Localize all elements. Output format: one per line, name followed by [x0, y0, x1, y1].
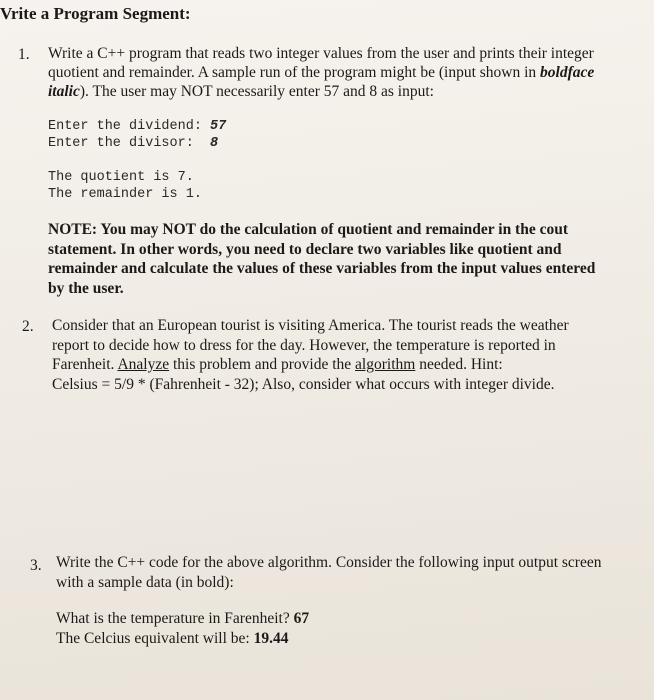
q3-line-1: Write the C++ code for the above algorithm. Consider the following input output screen [56, 554, 602, 571]
q3-sample-output-label: The Celcius equivalent will be: [56, 629, 254, 647]
q2-analyze-word: Analyze [117, 356, 170, 373]
console-input-divisor: 8 [210, 136, 219, 151]
q2-algorithm-word: algorithm [355, 356, 416, 373]
q1-line-1: Write a C++ program that reads two integer values from the user and prints their integer [48, 45, 594, 62]
page-heading: Vrite a Program Segment: [0, 4, 191, 23]
q2-line-3a: Farenheit. [52, 356, 118, 373]
q2-line-1: Consider that an European tourist is visiting America. The tourist reads the weather [52, 317, 569, 334]
question-2-text [52, 316, 632, 394]
q2-hint-formula: Celsius = 5/9 * (Fahrenheit - 32); Also, consider what occurs with integer divide. [52, 375, 555, 393]
note-line-1: NOTE: You may NOT do the calculation of quotient and remainder in the cout [48, 221, 569, 238]
question-2-number: 2. [22, 318, 34, 335]
console-output-quotient: The quotient is 7. [48, 170, 194, 185]
q3-sample-output-value: 19.44 [253, 629, 289, 647]
question-1-number: 1. [18, 46, 30, 63]
q1-console-sample [48, 118, 226, 152]
q1-console-output [48, 169, 202, 203]
q2-line-3b: this problem and provide the [169, 356, 356, 373]
note-line-3: remainder and calculate the values of these variables from the input values entered [48, 260, 596, 277]
question-1-text [48, 44, 628, 101]
note-line-4: by the user. [48, 279, 124, 297]
q1-boldface-word: boldface [540, 64, 595, 81]
q3-sample-input: 67 [293, 610, 310, 627]
q2-line-3c: needed. Hint: [415, 356, 503, 373]
question-3-text [56, 553, 636, 592]
console-prompt-divisor: Enter the divisor: [48, 136, 211, 151]
q3-sample-io [56, 609, 636, 648]
q3-sample-prompt: What is the temperature in Farenheit? [56, 610, 294, 627]
q3-line-2: with a sample data (in bold): [56, 573, 234, 591]
note-line-2: statement. In other words, you need to declare two variables like quotient and [48, 240, 562, 258]
console-input-dividend: 57 [210, 119, 227, 134]
q1-note [48, 220, 608, 298]
question-3-number: 3. [30, 557, 42, 574]
q1-line-3: ). The user may NOT necessarily enter 57 and 8 as input: [79, 83, 434, 100]
q2-line-2: report to decide how to dress for the day. However, the temperature is reported in [52, 336, 556, 354]
console-prompt-dividend: Enter the dividend: [48, 119, 211, 134]
q1-italic-word: italic [48, 83, 80, 100]
q1-line-2: quotient and remainder. A sample run of the program might be (input shown in [48, 64, 537, 81]
console-output-remainder: The remainder is 1. [48, 187, 202, 202]
